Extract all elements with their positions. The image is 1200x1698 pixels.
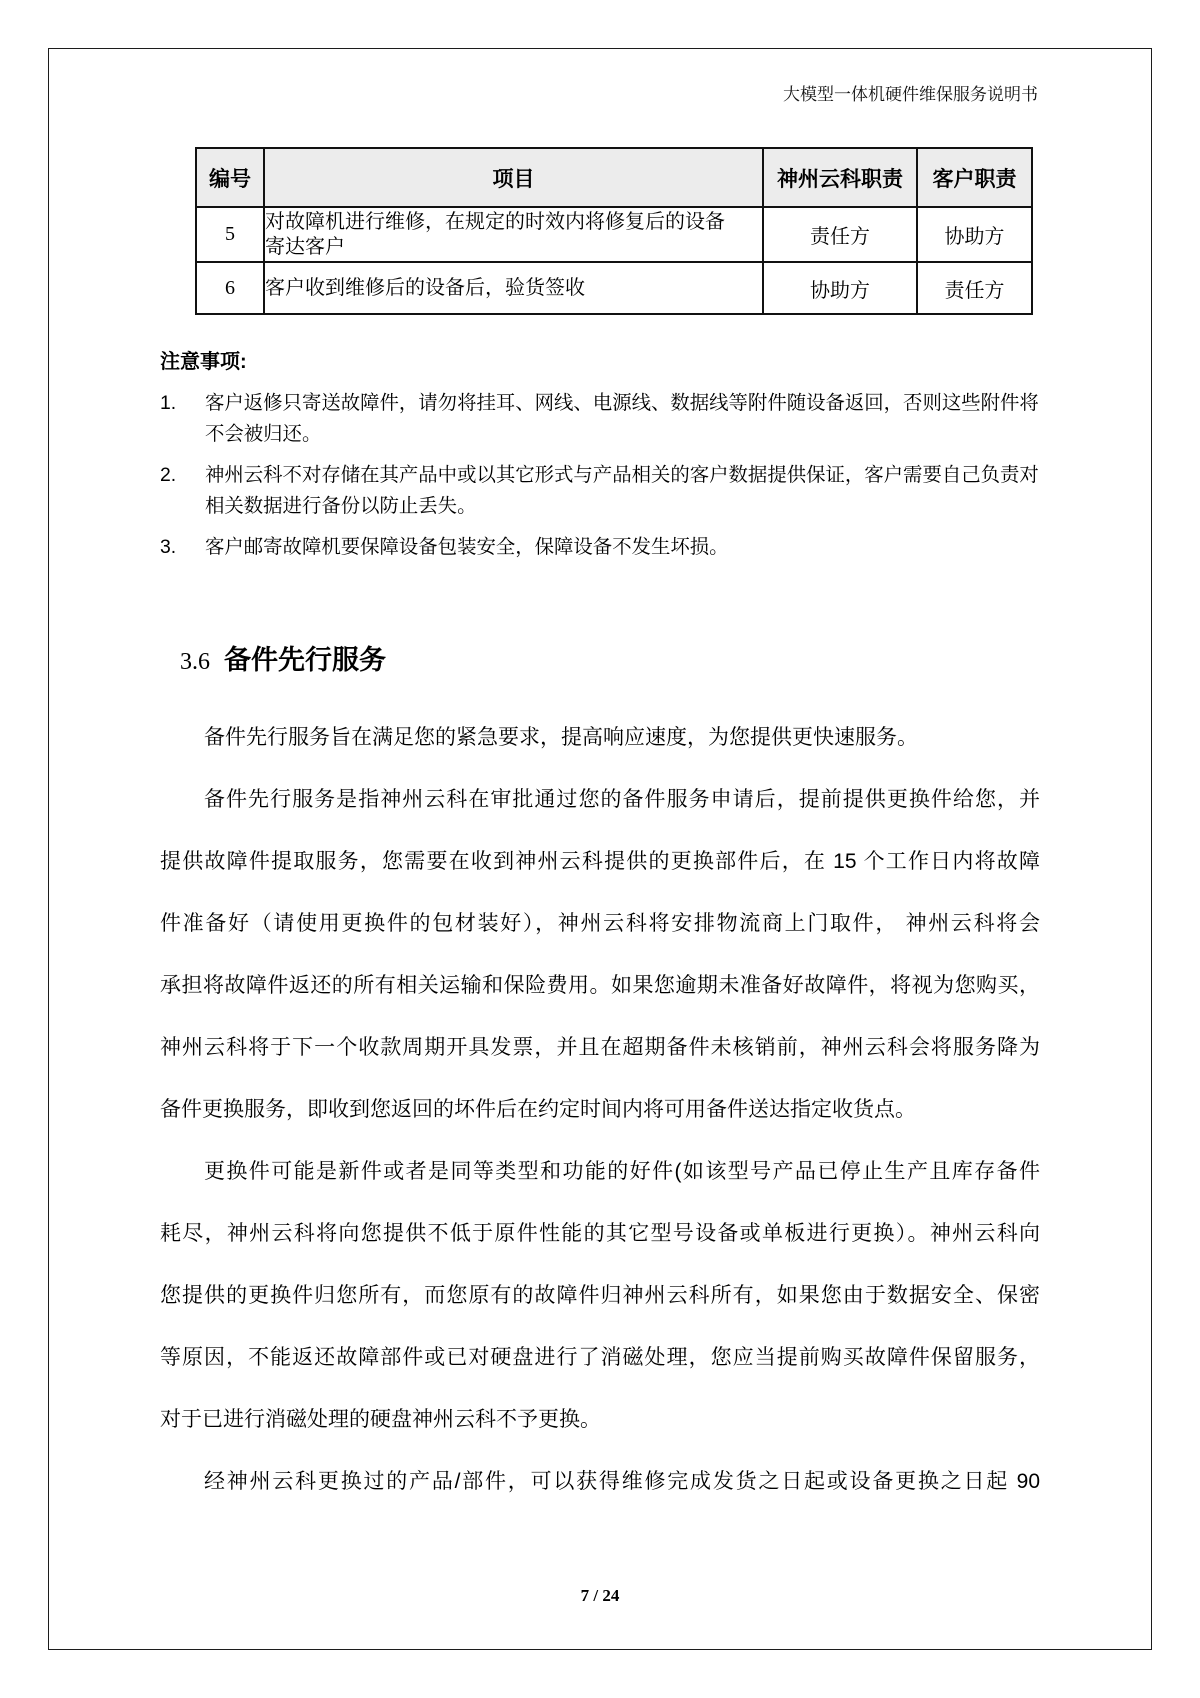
list-item-number: 2. bbox=[160, 464, 177, 486]
section-number: 3.6 bbox=[180, 649, 210, 675]
table-header-row bbox=[196, 148, 1032, 207]
list-item-text: 神州云科不对存储在其产品中或以其它形式与产品相关的客户数据提供保证，客户需要自己负责对相关数据进行备份以防止丢失。 bbox=[205, 464, 1039, 517]
row-number-cell: 5 bbox=[196, 207, 264, 262]
yunke-role-cell: 责任方 bbox=[763, 207, 917, 262]
notes-list bbox=[160, 388, 1040, 563]
body-paragraphs bbox=[160, 707, 1040, 1513]
notes-title: 注意事项: bbox=[160, 351, 247, 373]
customer-role-cell: 责任方 bbox=[917, 262, 1032, 314]
list-item-number: 3. bbox=[160, 536, 177, 558]
row-item-cell bbox=[264, 207, 763, 262]
list-item bbox=[160, 532, 1040, 563]
col-header-customer: 客户职责 bbox=[917, 148, 1032, 207]
paragraph-line: 对于已进行消磁处理的硬盘神州云科不予更换。 bbox=[160, 1408, 601, 1431]
paragraph-line: 提供故障件提取服务，您需要在收到神州云科提供的更换部件后，在 15 个工作日内将故障 bbox=[160, 850, 1040, 873]
table-row bbox=[196, 262, 1032, 314]
paragraph-line: 更换件可能是新件或者是同等类型和功能的好件(如该型号产品已停止生产且库存备件 bbox=[204, 1160, 1040, 1183]
list-item-number: 1. bbox=[160, 392, 177, 414]
col-header-yunke: 神州云科职责 bbox=[763, 148, 917, 207]
section-title: 备件先行服务 bbox=[224, 645, 386, 675]
document-header-title: 大模型一体机硬件维保服务说明书 bbox=[783, 85, 1038, 104]
item-line: 对故障机进行维修，在规定的时效内将修复后的设备 bbox=[265, 210, 725, 233]
list-item-text: 客户返修只寄送故障件，请勿将挂耳、网线、电源线、数据线等附件随设备返回，否则这些附件将不会被归还。 bbox=[205, 392, 1039, 445]
paragraph-line: 您提供的更换件归您所有，而您原有的故障件归神州云科所有，如果您由于数据安全、保密 bbox=[160, 1284, 1040, 1307]
list-item bbox=[160, 388, 1040, 450]
paragraph-line: 神州云科将于下一个收款周期开具发票，并且在超期备件未核销前，神州云科会将服务降为 bbox=[160, 1036, 1040, 1059]
paragraph-line: 备件先行服务是指神州云科在审批通过您的备件服务申请后，提前提供更换件给您，并 bbox=[204, 788, 1040, 811]
col-header-item: 项目 bbox=[264, 148, 763, 207]
section-heading bbox=[180, 641, 1040, 679]
col-header-number: 编号 bbox=[196, 148, 264, 207]
paragraph-line: 承担将故障件返还的所有相关运输和保险费用。如果您逾期未准备好故障件，将视为您购买， bbox=[160, 974, 1040, 997]
row-item-cell bbox=[264, 262, 763, 314]
paragraph-line: 备件先行服务旨在满足您的紧急要求，提高响应速度，为您提供更快速服务。 bbox=[204, 726, 918, 749]
table-row bbox=[196, 207, 1032, 262]
list-item bbox=[160, 460, 1040, 522]
yunke-role-cell: 协助方 bbox=[763, 262, 917, 314]
paragraph-line: 件准备好（请使用更换件的包材装好），神州云科将安排物流商上门取件， 神州云科将会 bbox=[160, 912, 1040, 935]
paragraph-line: 等原因，不能返还故障部件或已对硬盘进行了消磁处理，您应当提前购买故障件保留服务， bbox=[160, 1346, 1040, 1369]
page-number: 7 / 24 bbox=[580, 1586, 620, 1605]
item-line: 寄达客户 bbox=[265, 235, 345, 258]
paragraph-line: 经神州云科更换过的产品/部件，可以获得维修完成发货之日起或设备更换之日起 90 bbox=[204, 1470, 1040, 1493]
responsibility-table bbox=[195, 147, 1033, 315]
paragraph-line: 耗尽，神州云科将向您提供不低于原件性能的其它型号设备或单板进行更换）。神州云科向 bbox=[160, 1222, 1040, 1245]
paragraph-line: 备件更换服务，即收到您返回的坏件后在约定时间内将可用备件送达指定收货点。 bbox=[160, 1098, 916, 1121]
row-number-cell: 6 bbox=[196, 262, 264, 314]
customer-role-cell: 协助方 bbox=[917, 207, 1032, 262]
list-item-text: 客户邮寄故障机要保障设备包装安全，保障设备不发生坏损。 bbox=[205, 536, 729, 558]
item-line: 客户收到维修后的设备后，验货签收 bbox=[265, 276, 585, 299]
